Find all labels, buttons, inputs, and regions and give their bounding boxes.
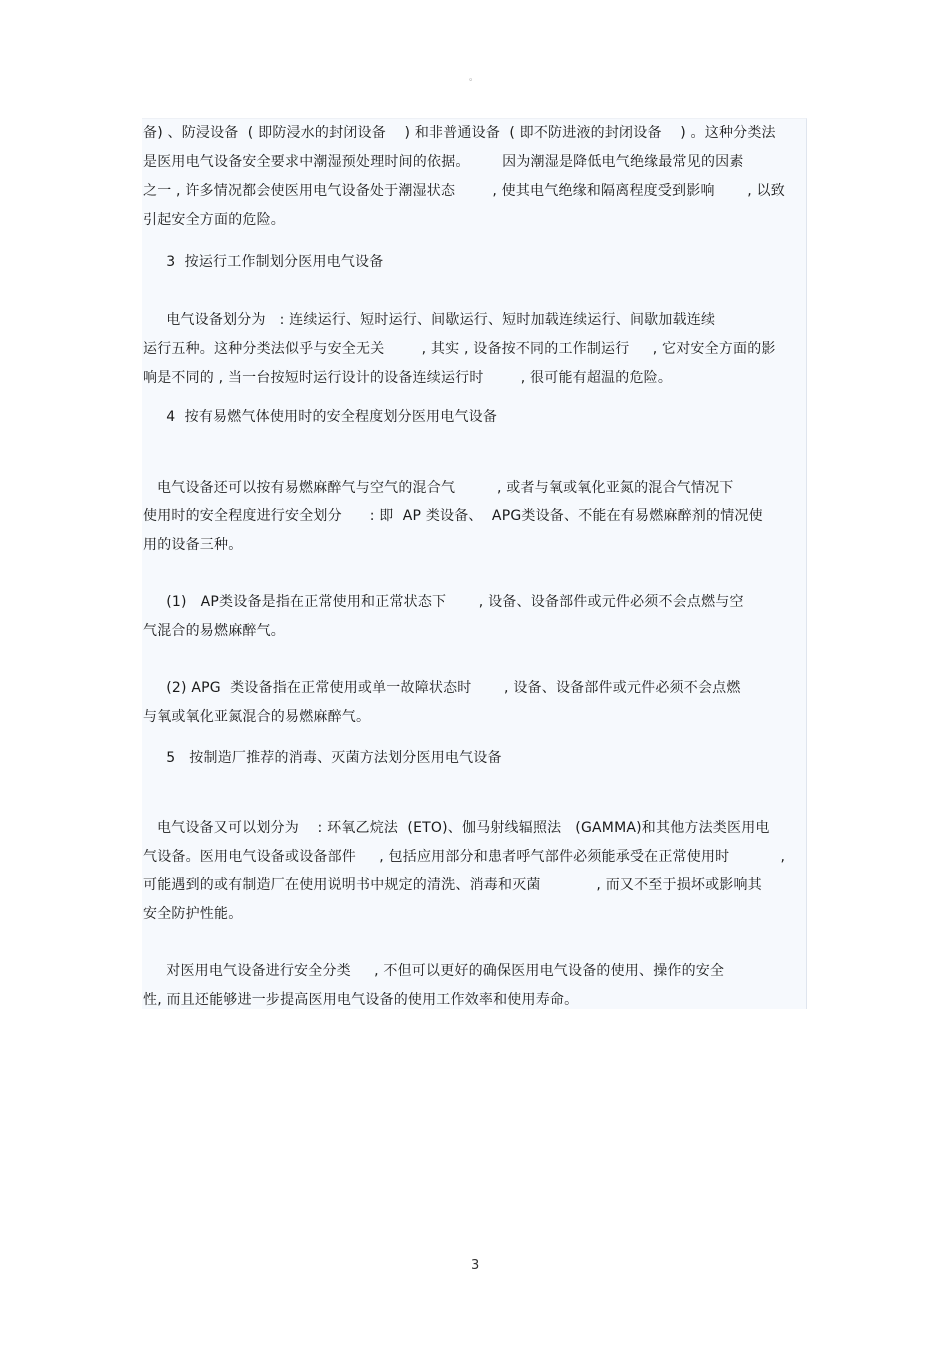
paragraph-line: 性, 而且还能够进一步提高医用电气设备的使用工作效率和使用寿命。	[143, 992, 579, 1008]
paragraph-line: 使用时的安全程度进行安全划分 : 即 AP 类设备、 APG类设备、不能在有易燃麻醉剂的情况使	[143, 508, 763, 524]
paragraph-line: 响是不同的 , 当一台按短时运行设计的设备连续运行时 , 很可能有超温的危险。	[143, 370, 673, 386]
section-heading-5: 5 按制造厂推荐的消毒、灭菌方法划分医用电气设备	[143, 750, 502, 766]
list-item-apg: (2) APG 类设备指在正常使用或单一故障状态时 , 设备、设备部件或元件必须不会点燃	[143, 680, 741, 696]
paragraph-line: 之一 , 许多情况都会使医用电气设备处于潮湿状态 , 使其电气绝缘和隔离程度受到影响 , 以致	[143, 183, 785, 199]
paragraph-line: 电气设备还可以按有易燃麻醉气与空气的混合气 , 或者与氧或氧化亚氮的混合气情况下	[143, 480, 734, 496]
paragraph-line: 引起安全方面的危险。	[143, 212, 285, 228]
paragraph-line: 电气设备又可以划分为 : 环氧乙烷法 (ETO)、伽马射线辐照法 (GAMMA)和其他方法类医用电	[143, 820, 770, 836]
list-item-ap: (1) AP类设备是指在正常使用和正常状态下 , 设备、设备部件或元件必须不会点燃与空	[143, 594, 744, 610]
paragraph-line: 气混合的易燃麻醉气。	[143, 623, 285, 639]
paragraph-line: 安全防护性能。	[143, 906, 243, 922]
paragraph-line: 电气设备划分为 : 连续运行、短时运行、间歇运行、短时加载连续运行、间歇加载连续	[143, 312, 716, 328]
paragraph-line: 备) 、防浸设备 ( 即防浸水的封闭设备 ) 和非普通设备 ( 即不防进液的封闭设备 ) 。这种分类法	[143, 125, 776, 141]
paragraph-line: 可能遇到的或有制造厂在使用说明书中规定的清洗、消毒和灭菌 , 而又不至于损坏或影响其	[143, 877, 762, 893]
header-mark: 。	[469, 73, 479, 83]
page-number: 3	[471, 1258, 480, 1273]
paragraph-line: 气设备。医用电气设备或设备部件 , 包括应用部分和患者呼气部件必须能承受在正常使用时 ,	[143, 849, 786, 865]
paragraph-line: 与氧或氧化亚氮混合的易燃麻醉气。	[143, 709, 371, 725]
section-heading-4: 4 按有易燃气体使用时的安全程度划分医用电气设备	[143, 409, 498, 425]
paragraph-line: 用的设备三种。	[143, 537, 243, 553]
section-heading-3: 3 按运行工作制划分医用电气设备	[143, 254, 384, 270]
paragraph-line: 对医用电气设备进行安全分类 , 不但可以更好的确保医用电气设备的使用、操作的安全	[143, 963, 725, 979]
paragraph-line: 是医用电气设备安全要求中潮湿预处理时间的依据。 因为潮湿是降低电气绝缘最常见的因素	[143, 154, 744, 170]
paragraph-line: 运行五种。这种分类法似乎与安全无关 , 其实 , 设备按不同的工作制运行 , 它对安全方面的影	[143, 341, 776, 357]
